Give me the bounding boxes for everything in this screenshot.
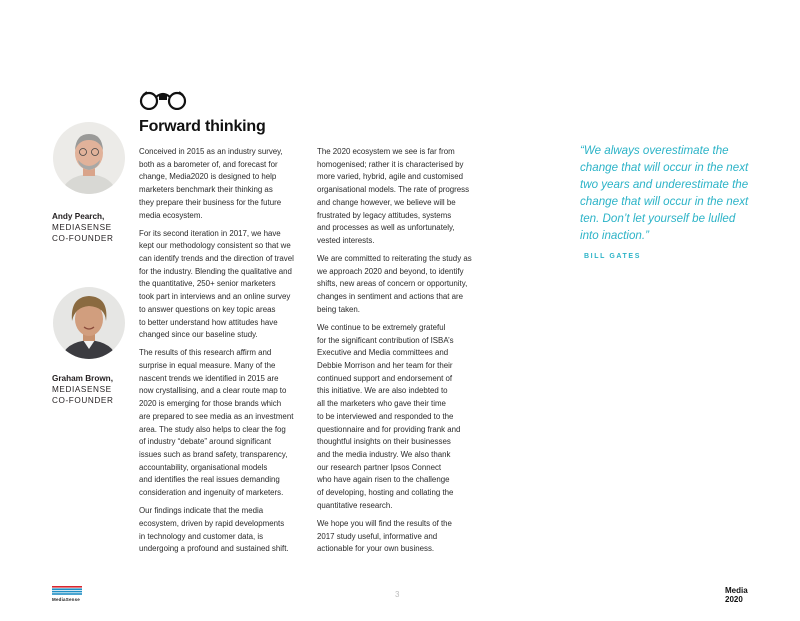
person-name: Andy Pearch, bbox=[52, 212, 105, 221]
paragraph: The 2020 ecosystem we see is far from homogenised; rather it is characterised by more varied, hybrid, agile and customised organisational models. The rate of progress and change however, we believe will be frustrated by legacy attitudes, systems and processes as well as unfortunately, vested interests. bbox=[317, 147, 470, 245]
brand-line-2: 2020 bbox=[725, 594, 743, 604]
paragraph: We are committed to reiterating the study as we approach 2020 and beyond, to identify shifts, new areas of concern or opportunity, changes in sentiment and actions that are being taken. bbox=[317, 254, 472, 314]
portrait-graham-brown bbox=[53, 287, 125, 359]
page-number: 3 bbox=[395, 590, 400, 599]
brand-line-1: Media bbox=[725, 586, 748, 595]
person-name: Graham Brown, bbox=[52, 374, 113, 383]
person-role: CO-FOUNDER bbox=[52, 234, 114, 243]
person-role: CO-FOUNDER bbox=[52, 396, 114, 405]
portrait-andy-pearch bbox=[53, 122, 125, 194]
paragraph: We continue to be extremely grateful for the significant contribution of ISBA’s Executive and Media committees and Debbie Morrison and her team for their continued support and endorsement of this initiative. We are also indebted to all the marketers who gave their time to be interviewed and responded to the questionnaire and for providing frank and thoughtful insights on their businesses and the media industry. We also thank our research partner Ipsos Connect who have again risen to the challenge of developing, hosting and collating the quantitative research. bbox=[317, 322, 461, 510]
brand-mark bbox=[725, 587, 748, 604]
logo-text: MediaSense bbox=[52, 597, 81, 602]
caption-graham-brown bbox=[52, 373, 114, 406]
paragraph: We hope you will find the results of the 2017 study useful, informative and actionable for your own business. bbox=[317, 518, 452, 554]
body-column-2 bbox=[317, 146, 489, 561]
paragraph: Our findings indicate that the media ecosystem, driven by rapid developments in technology and customer data, is undergoing a profound and sustained shift. bbox=[139, 506, 289, 554]
quote-author: BILL GATES bbox=[584, 253, 641, 260]
paragraph: Conceived in 2015 as an industry survey, both as a barometer of, and forecast for change, Media2020 is designed to help marketers benchmark their thinking as they prepare their business for the future media ecosystem. bbox=[139, 147, 283, 220]
page-title: Forward thinking bbox=[139, 118, 266, 135]
paragraph: The results of this research affirm and surprise in equal measure. Many of the nascent trends we identified in 2015 are now crystallising, and a clear route map to 2020 is emerging for those brands which are prepared to see media as an investment area. The study also helps to clear the fog of industry “debate” around significant issues such as brand safety, transparency, accountability, organisational models and identifies the real issues demanding consideration and ingenuity of marketers. bbox=[139, 348, 294, 498]
body-column-1 bbox=[139, 146, 311, 561]
pull-quote: “We always overestimate the change that will occur in the next two years and underestimate the change that will occur in the next ten. Don’t let yourself be lulled into inaction.” bbox=[580, 144, 749, 242]
caption-andy-pearch bbox=[52, 211, 114, 244]
person-company: MEDIASENSE bbox=[52, 385, 112, 394]
person-company: MEDIASENSE bbox=[52, 223, 112, 232]
mediasense-logo-icon bbox=[52, 586, 82, 595]
paragraph: For its second iteration in 2017, we have kept our methodology consistent so that we can identify trends and the direction of travel for the industry. Blending the qualitative and the quantitative, 250+ senior marketers took part in interviews and an online survey to answer questions on key topic areas to better understand how attitudes have changed since our baseline study. bbox=[139, 228, 294, 340]
binoculars-icon bbox=[139, 90, 187, 110]
